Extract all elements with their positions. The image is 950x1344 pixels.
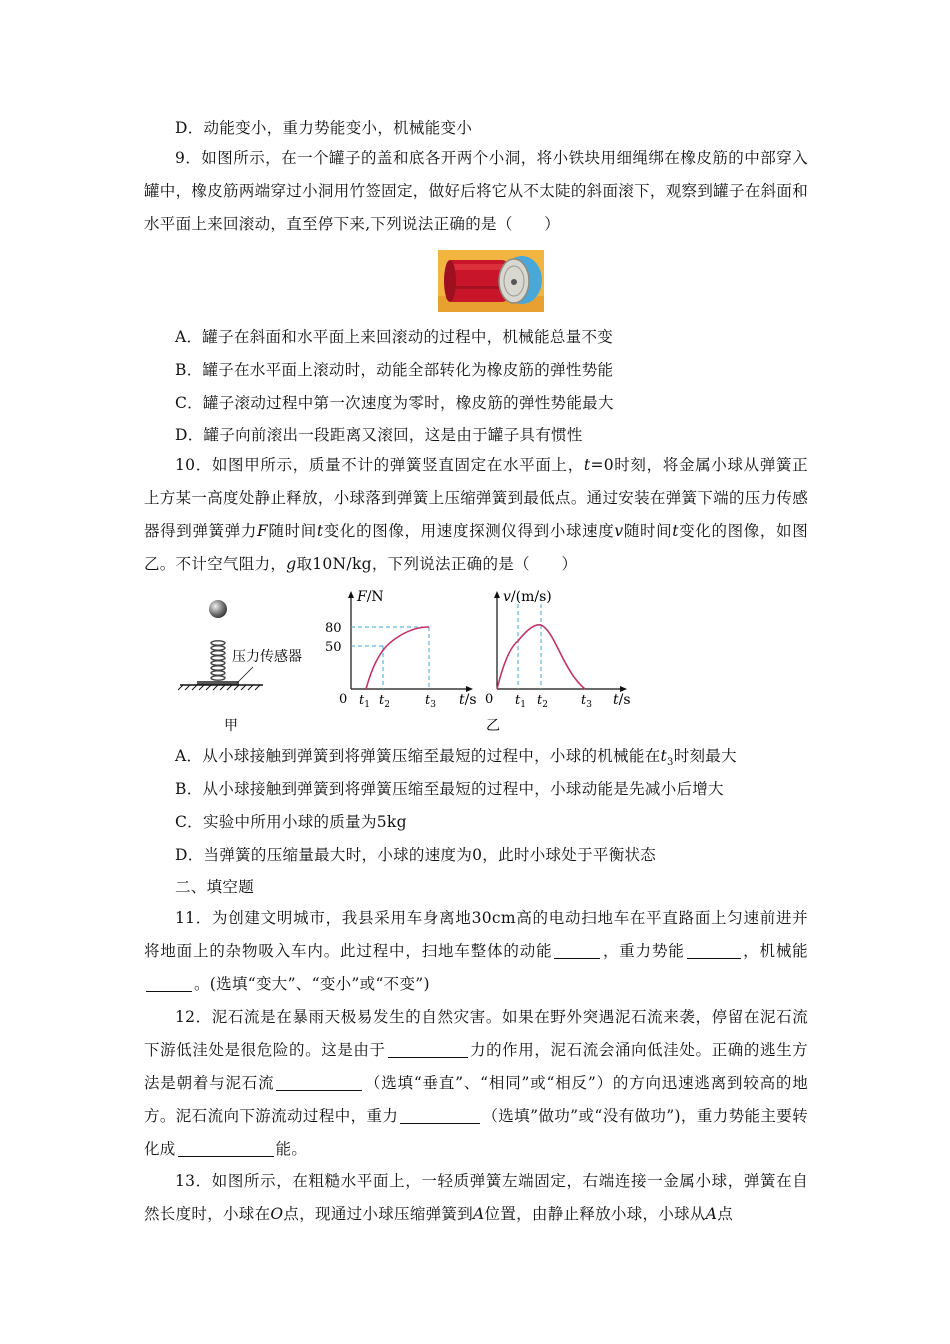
- q11-stem: 11．为创建文明城市，我县采用车身离地30cm高的电动扫地车在平直路面上匀速前进并将地面上的杂物吸入车内。此过程中，扫地车整体的动能 ，重力势能 ，机械能。(选填“变大”、“变小”或“不变”): [144, 909, 808, 993]
- q10-option-c: C．实验中所用小球的质量为5kg: [175, 813, 407, 831]
- q12-blank-3[interactable]: [400, 1107, 480, 1124]
- q12-stem: 12．泥石流是在暴雨天极易发生的自然灾害。如果在野外突遇泥石流来袭，停留在泥石流下游低洼处是很危险的。这是由于 力的作用，泥石流会涌向低洼处。正确的逃生方法是朝着与泥石流 （选填“垂直”、“相同”或“相反”）的方向迅速逃离到较高的地方。泥石流向下游流动过程中，重力 （选填”做功”或“没有做功”)，重力势能主要转化成 能。: [144, 1008, 809, 1158]
- v-tick-t1: $t_1$: [515, 693, 526, 710]
- q12-blank-2[interactable]: [276, 1074, 362, 1091]
- v-y-arrow: [494, 591, 500, 598]
- f-y-axis-label: F/N: [357, 589, 384, 605]
- ground-hatch: [178, 685, 260, 690]
- v-tick-t3: $t_3$: [581, 693, 592, 710]
- apparatus-jia: [178, 600, 302, 734]
- graph-force-time: [325, 589, 477, 710]
- q11-blank-3[interactable]: [146, 975, 192, 992]
- spring: [211, 641, 225, 680]
- q11-blank-2[interactable]: [687, 942, 741, 959]
- v-y-axis-label: v/(m/s): [503, 589, 552, 605]
- q10-option-d: D．当弹簧的压缩量最大时，小球的速度为0，此时小球处于平衡状态: [175, 846, 657, 864]
- q10-figure: [175, 585, 645, 735]
- f-y-arrow: [348, 591, 354, 598]
- v-x-axis-label: t/s: [613, 692, 631, 708]
- q12-blank-4[interactable]: [178, 1140, 274, 1157]
- q13-stem: 13．如图所示，在粗糙水平面上，一轻质弹簧左端固定，右端连接一金属小球，弹簧在自然长度时，小球在O点，现通过小球压缩弹簧到A位置，由静止释放小球，小球从A点: [144, 1172, 808, 1223]
- q9-option-d: D．罐子向前滚出一段距离又滚回，这是由于罐子具有惯性: [175, 426, 583, 444]
- q9-option-b: B．罐子在水平面上滚动时，动能全部转化为橡皮筋的弹性势能: [175, 361, 614, 379]
- f-x-axis-label: t/s: [459, 692, 477, 708]
- sensor-pointer: [237, 667, 253, 683]
- q9-option-c: C．罐子滚动过程中第一次速度为零时，橡皮筋的弹性势能最大: [175, 394, 614, 412]
- f-origin: 0: [339, 692, 348, 707]
- rolling-can-image: [438, 250, 544, 312]
- f-tick-t3: $t_3$: [425, 693, 436, 710]
- f-tick-50: 50: [325, 640, 342, 655]
- sensor-label: 压力传感器: [232, 649, 302, 665]
- f-tick-t2: $t_2$: [379, 693, 390, 710]
- q9-option-a: A．罐子在斜面和水平面上来回滚动的过程中，机械能总量不变: [175, 328, 614, 346]
- metal-ball: [209, 600, 227, 618]
- q10-stem: 10．如图甲所示，质量不计的弹簧竖直固定在水平面上，t=0时刻，将金属小球从弹簧正上方某一高度处静止释放，小球落到弹簧上压缩弹簧到最低点。通过安装在弹簧下端的压力传感器得到弹簧弹力F随时间t变化的图像，用速度探测仪得到小球速度v随时间t变化的图像，如图乙。不计空气阻力，g取10N/kg，下列说法正确的是（ ）: [144, 456, 808, 573]
- q11-blank-1[interactable]: [554, 942, 600, 959]
- label-jia: 甲: [224, 718, 238, 734]
- f-curve: [366, 627, 429, 689]
- q8-option-d: D．动能变小，重力势能变小，机械能变小: [175, 119, 473, 137]
- q9-stem: 9．如图所示，在一个罐子的盖和底各开两个小洞，将小铁块用细绳绑在橡皮筋的中部穿入罐中，橡皮筋两端穿过小洞用竹签固定，做好后将它从不太陡的斜面滚下，观察到罐子在斜面和水平面上来回滚动，直至停下来,下列说法正确的是（ ）: [144, 149, 808, 233]
- q10-option-a: A．从小球接触到弹簧到将弹簧压缩至最短的过程中，小球的机械能在$t_3$时刻最大: [175, 747, 737, 769]
- section-fill-in-title: 二、填空题: [175, 878, 255, 896]
- q10-option-b: B．从小球接触到弹簧到将弹簧压缩至最短的过程中，小球动能是先减小后增大: [175, 780, 724, 798]
- v-origin: 0: [485, 692, 494, 707]
- graph-velocity-time: [485, 589, 631, 734]
- label-yi: 乙: [486, 718, 500, 734]
- v-tick-t2: $t_2$: [537, 693, 548, 710]
- f-tick-t1: $t_1$: [359, 693, 370, 710]
- q12-blank-1[interactable]: [388, 1041, 468, 1058]
- f-tick-80: 80: [325, 621, 342, 636]
